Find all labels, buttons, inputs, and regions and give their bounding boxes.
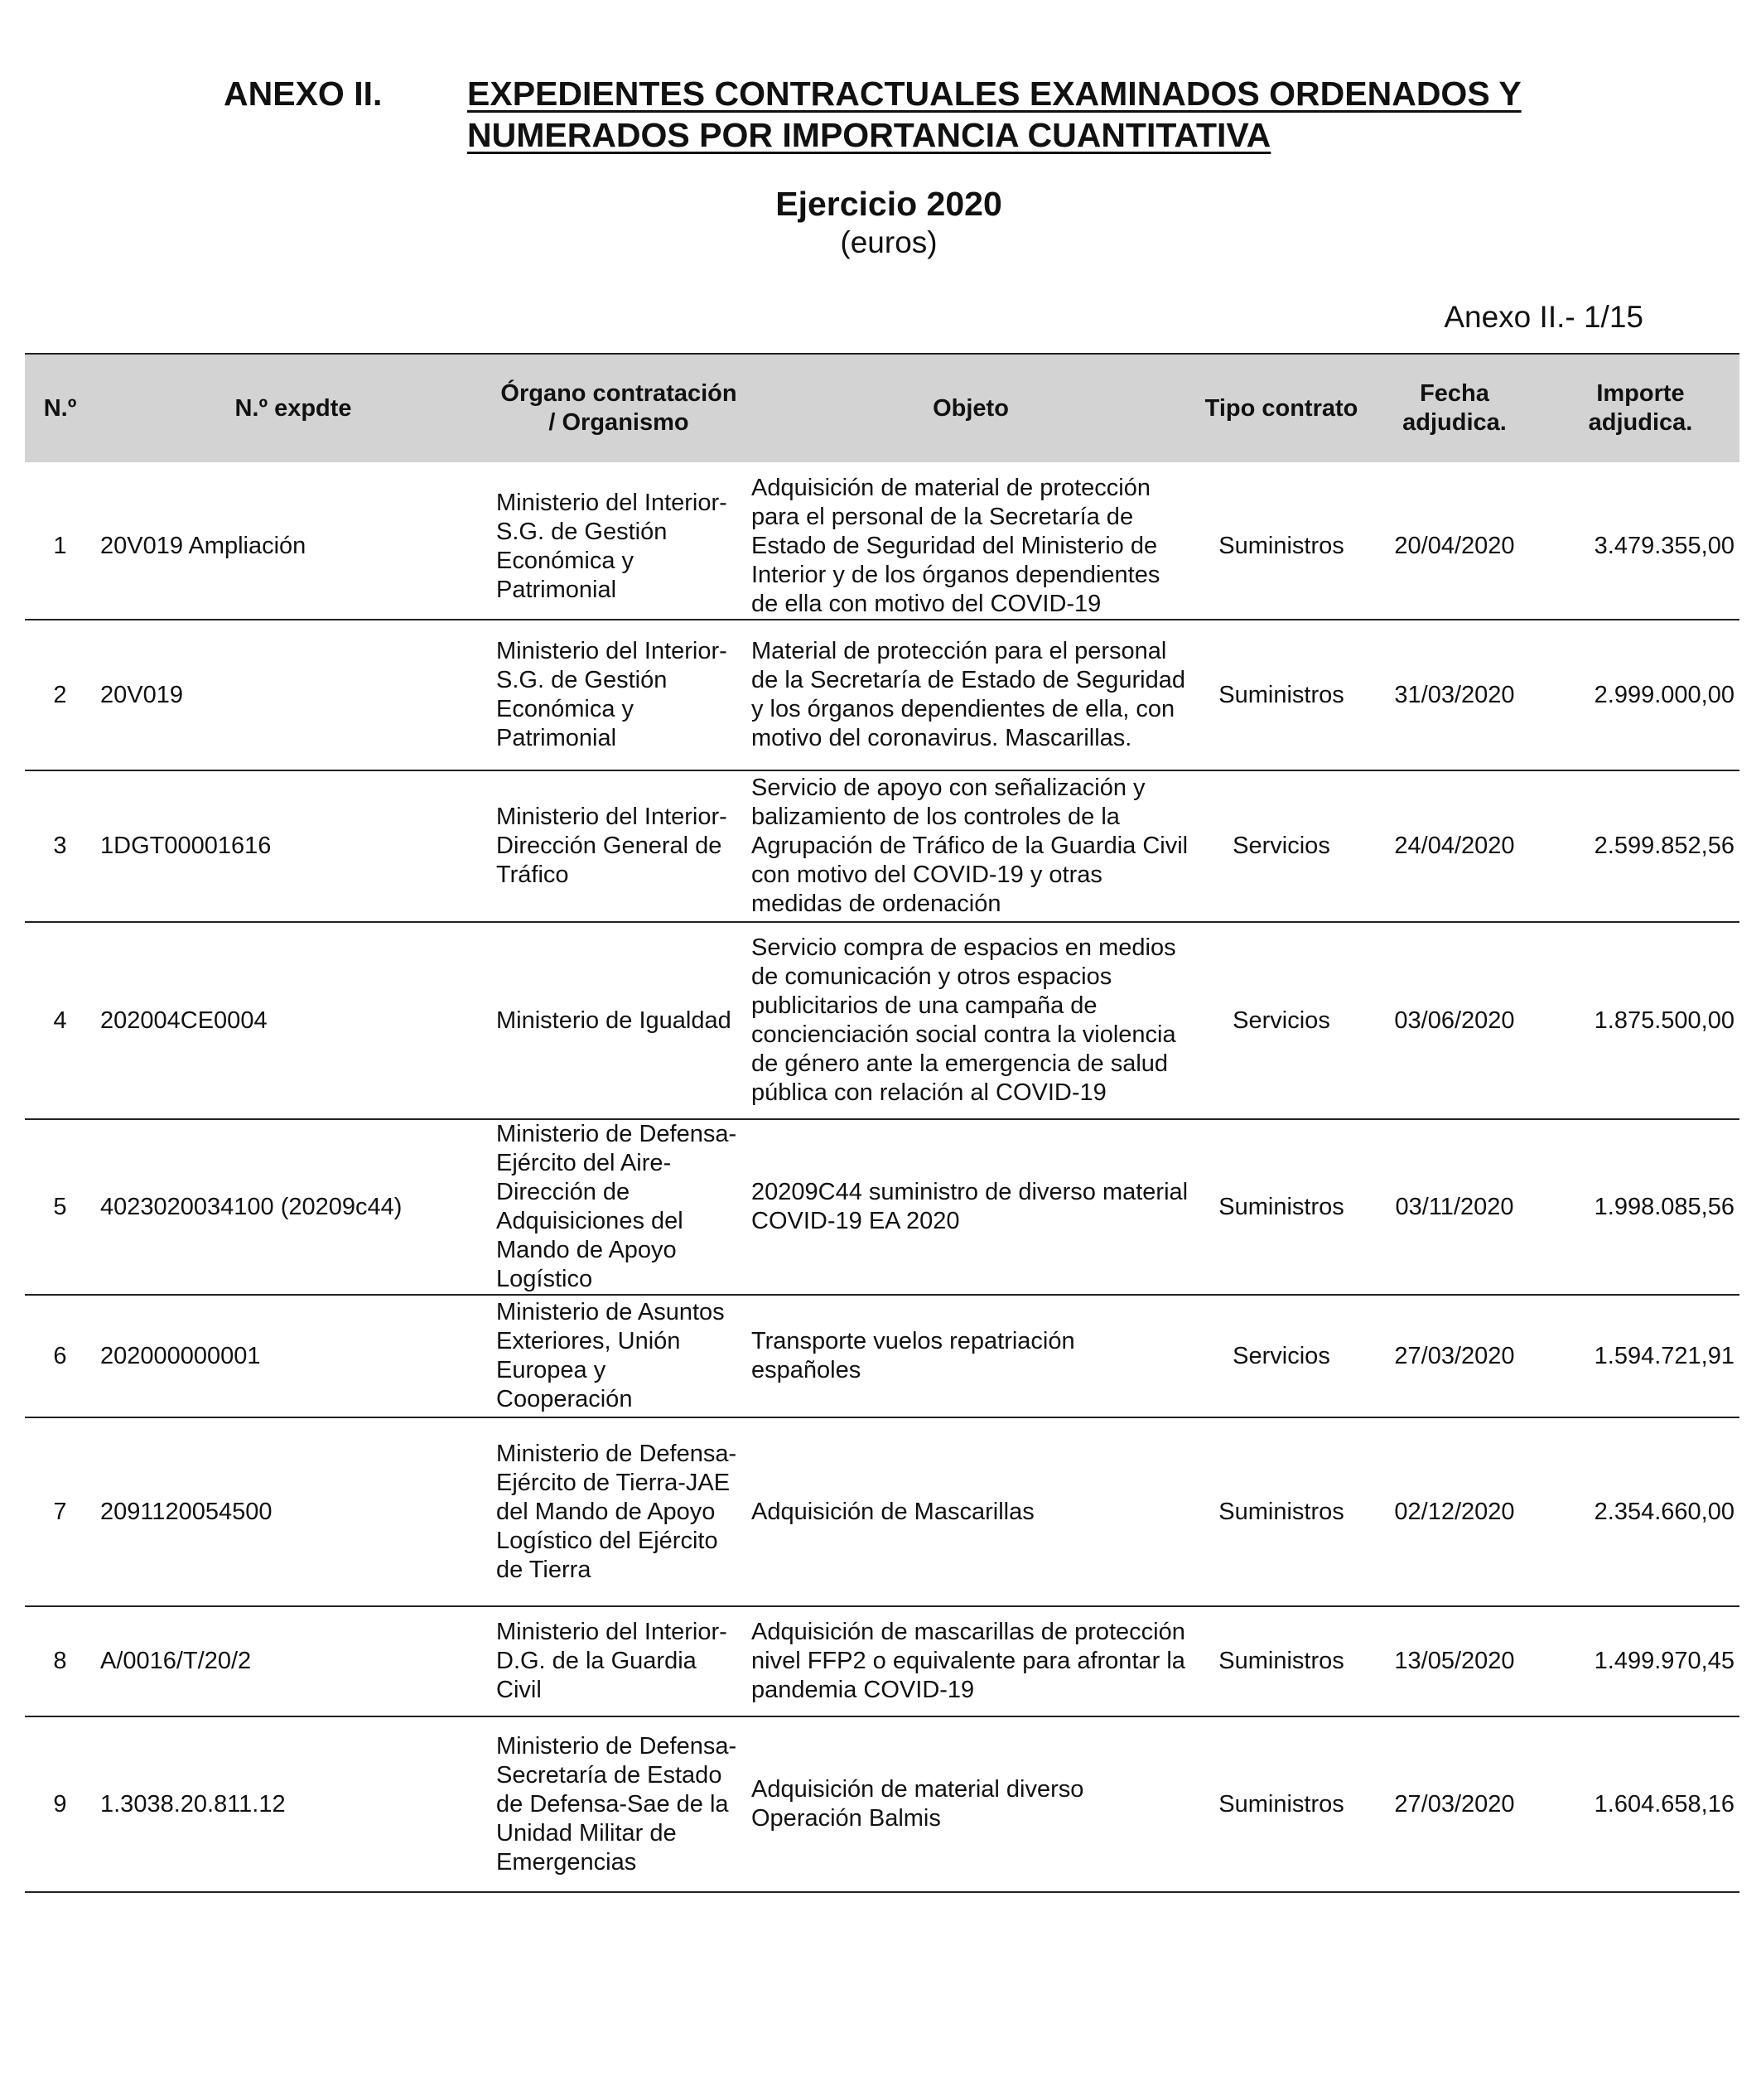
award-date-cell: 20/04/2020 bbox=[1368, 468, 1541, 620]
contracting-body-cell: Ministerio de Defensa-Ejército de Tierra-JAE del Mando de Apoyo Logístico del Ejército de Tierra bbox=[491, 1417, 746, 1606]
contracting-body-cell: Ministerio del Interior-D.G. de la Guardia Civil bbox=[491, 1606, 746, 1716]
contract-type-cell: Suministros bbox=[1195, 1119, 1368, 1295]
annex-title: EXPEDIENTES CONTRACTUALES EXAMINADOS ORDENADOS Y NUMERADOS POR IMPORTANCIA CUANTITATIVA bbox=[467, 75, 1522, 154]
award-amount-cell: 1.998.085,56 bbox=[1541, 1119, 1739, 1295]
file-number-cell: 4023020034100 (20209c44) bbox=[95, 1119, 491, 1295]
contract-object-cell: 20209C44 suministro de diverso material COVID-19 EA 2020 bbox=[746, 1119, 1195, 1295]
column-header-file-number: N.º expdte bbox=[95, 354, 491, 468]
row-number-cell: 8 bbox=[25, 1606, 95, 1716]
award-date-cell: 27/03/2020 bbox=[1368, 1716, 1541, 1892]
file-number-cell: 202004CE0004 bbox=[95, 922, 491, 1119]
column-header-number: N.º bbox=[25, 354, 95, 468]
award-date-cell: 31/03/2020 bbox=[1368, 620, 1541, 770]
row-number-cell: 2 bbox=[25, 620, 95, 770]
contract-type-cell: Servicios bbox=[1195, 770, 1368, 922]
award-date-cell: 03/06/2020 bbox=[1368, 922, 1541, 1119]
award-date-cell: 02/12/2020 bbox=[1368, 1417, 1541, 1606]
contracting-body-cell: Ministerio del Interior-Dirección General de Tráfico bbox=[491, 770, 746, 922]
contract-object-cell: Servicio compra de espacios en medios de comunicación y otros espacios publicitarios de una campaña de concienciación social contra la violencia de género ante la emergencia de salud pública con relación al COVID-19 bbox=[746, 922, 1195, 1119]
annex-label: ANEXO II. bbox=[224, 75, 383, 113]
contracting-body-cell: Ministerio del Interior-S.G. de Gestión Económica y Patrimonial bbox=[491, 468, 746, 620]
contracting-body-cell: Ministerio de Igualdad bbox=[491, 922, 746, 1119]
contract-type-cell: Suministros bbox=[1195, 468, 1368, 620]
file-number-cell: 202000000001 bbox=[95, 1295, 491, 1417]
contract-type-cell: Suministros bbox=[1195, 620, 1368, 770]
file-number-cell: 2091120054500 bbox=[95, 1417, 491, 1606]
table-row bbox=[25, 620, 1739, 770]
contract-type-cell: Suministros bbox=[1195, 1716, 1368, 1892]
table-row bbox=[25, 468, 1739, 620]
page-reference: Anexo II.- 1/15 bbox=[1444, 300, 1643, 334]
column-header-award-amount: Importe adjudica. bbox=[1541, 354, 1739, 468]
file-number-cell: A/0016/T/20/2 bbox=[95, 1606, 491, 1716]
file-number-cell: 1DGT00001616 bbox=[95, 770, 491, 922]
award-amount-cell: 1.594.721,91 bbox=[1541, 1295, 1739, 1417]
contract-object-cell: Transporte vuelos repatriación españoles bbox=[746, 1295, 1195, 1417]
award-date-cell: 27/03/2020 bbox=[1368, 1295, 1541, 1417]
table-row bbox=[25, 1119, 1739, 1295]
file-number-cell: 20V019 Ampliación bbox=[95, 468, 491, 620]
contract-object-cell: Adquisición de material de protección para el personal de la Secretaría de Estado de Seguridad del Ministerio de Interior y de los órganos dependientes de ella con motivo del COVID-19 bbox=[746, 468, 1195, 620]
contracting-body-cell: Ministerio de Defensa-Secretaría de Estado de Defensa-Sae de la Unidad Militar de Emergencias bbox=[491, 1716, 746, 1892]
contracts-table bbox=[25, 353, 1739, 1893]
file-number-cell: 1.3038.20.811.12 bbox=[95, 1716, 491, 1892]
row-number-cell: 7 bbox=[25, 1417, 95, 1606]
column-header-contracting-body: Órgano contratación / Organismo bbox=[491, 354, 746, 468]
award-amount-cell: 2.599.852,56 bbox=[1541, 770, 1739, 922]
table-row bbox=[25, 1417, 1739, 1606]
contract-object-cell: Servicio de apoyo con señalización y balizamiento de los controles de la Agrupación de Tráfico de la Guardia Civil con motivo del COVID-19 y otras medidas de ordenación bbox=[746, 770, 1195, 922]
contracting-body-cell: Ministerio del Interior-S.G. de Gestión Económica y Patrimonial bbox=[491, 620, 746, 770]
award-amount-cell: 3.479.355,00 bbox=[1541, 468, 1739, 620]
contract-type-cell: Servicios bbox=[1195, 1295, 1368, 1417]
contract-type-cell: Suministros bbox=[1195, 1417, 1368, 1606]
column-header-object: Objeto bbox=[746, 354, 1195, 468]
row-number-cell: 5 bbox=[25, 1119, 95, 1295]
table-row bbox=[25, 1295, 1739, 1417]
award-amount-cell: 1.604.658,16 bbox=[1541, 1716, 1739, 1892]
row-number-cell: 9 bbox=[25, 1716, 95, 1892]
contract-object-cell: Adquisición de material diverso Operación Balmis bbox=[746, 1716, 1195, 1892]
row-number-cell: 4 bbox=[25, 922, 95, 1119]
column-header-contract-type: Tipo contrato bbox=[1195, 354, 1368, 468]
file-number-cell: 20V019 bbox=[95, 620, 491, 770]
award-date-cell: 24/04/2020 bbox=[1368, 770, 1541, 922]
currency-units: (euros) bbox=[840, 225, 938, 259]
award-amount-cell: 1.875.500,00 bbox=[1541, 922, 1739, 1119]
award-amount-cell: 2.999.000,00 bbox=[1541, 620, 1739, 770]
column-header-award-date: Fecha adjudica. bbox=[1368, 354, 1541, 468]
contract-type-cell: Suministros bbox=[1195, 1606, 1368, 1716]
award-amount-cell: 2.354.660,00 bbox=[1541, 1417, 1739, 1606]
contract-type-cell: Servicios bbox=[1195, 922, 1368, 1119]
award-date-cell: 13/05/2020 bbox=[1368, 1606, 1541, 1716]
table-row bbox=[25, 1716, 1739, 1892]
row-number-cell: 6 bbox=[25, 1295, 95, 1417]
contract-object-cell: Adquisición de mascarillas de protección nivel FFP2 o equivalente para afrontar la pandemia COVID-19 bbox=[746, 1606, 1195, 1716]
table-row bbox=[25, 922, 1739, 1119]
contracting-body-cell: Ministerio de Defensa-Ejército del Aire-Dirección de Adquisiciones del Mando de Apoyo Logístico bbox=[491, 1119, 746, 1295]
contract-object-cell: Adquisición de Mascarillas bbox=[746, 1417, 1195, 1606]
row-number-cell: 3 bbox=[25, 770, 95, 922]
table-row bbox=[25, 1606, 1739, 1716]
award-date-cell: 03/11/2020 bbox=[1368, 1119, 1541, 1295]
contracting-body-cell: Ministerio de Asuntos Exteriores, Unión Europea y Cooperación bbox=[491, 1295, 746, 1417]
table-row bbox=[25, 770, 1739, 922]
contract-object-cell: Material de protección para el personal de la Secretaría de Estado de Seguridad y los órganos dependientes de ella, con motivo del coronavirus. Mascarillas. bbox=[746, 620, 1195, 770]
row-number-cell: 1 bbox=[25, 468, 95, 620]
award-amount-cell: 1.499.970,45 bbox=[1541, 1606, 1739, 1716]
exercise-year: Ejercicio 2020 bbox=[775, 185, 1002, 223]
table-header-row bbox=[25, 354, 1739, 468]
